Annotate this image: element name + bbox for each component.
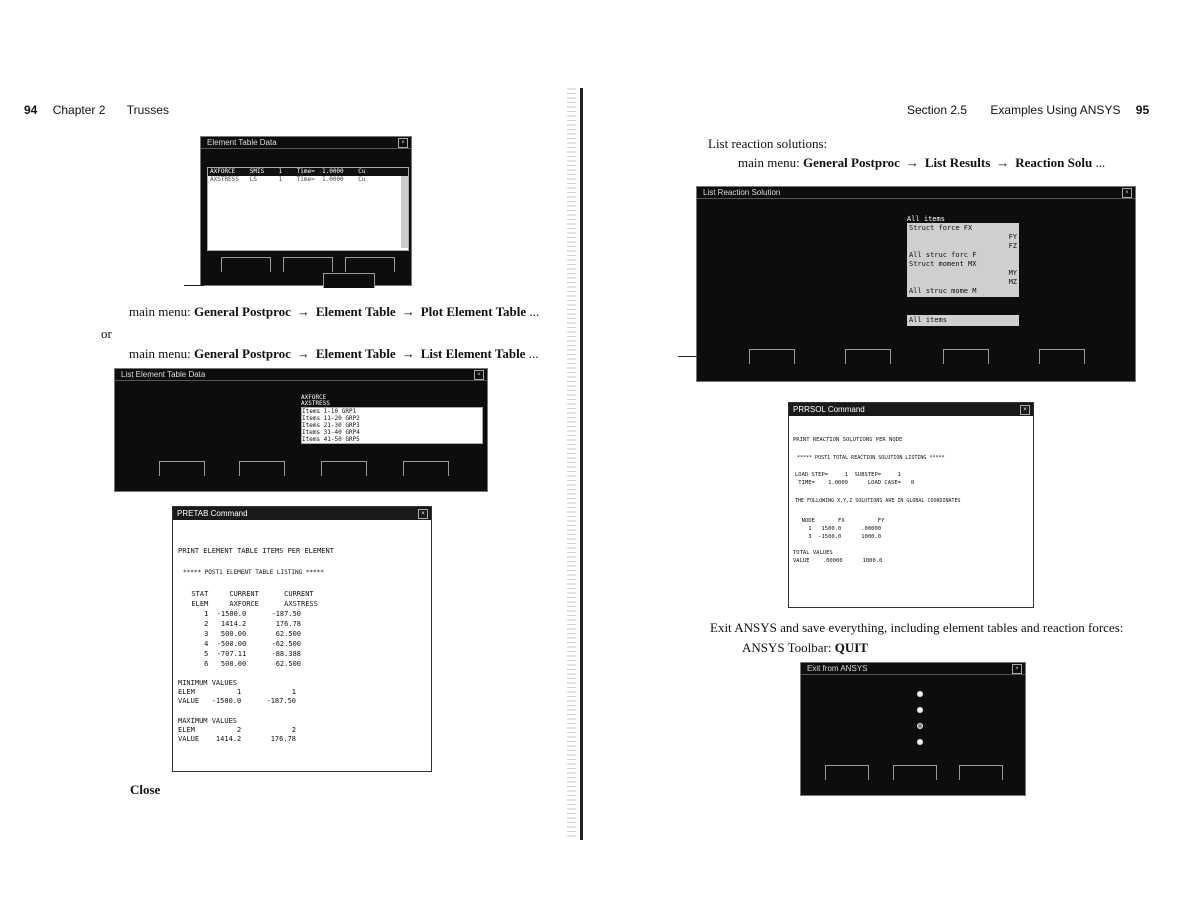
menu-path-list: main menu: General Postproc → Element Table → List Element Table ...	[129, 346, 539, 361]
list-reaction-dialog	[696, 186, 1136, 382]
help-button[interactable]	[323, 273, 375, 288]
prrsol-totals: TOTAL VALUES VALUE .00000 1000.0	[793, 550, 883, 564]
menu-step: Element Table	[315, 304, 396, 319]
item-list[interactable]	[301, 395, 483, 445]
ok-button[interactable]	[159, 461, 205, 476]
pretab-minimum: MINIMUM VALUES ELEM 1 1 VALUE -1500.0 -187.50	[178, 679, 297, 705]
pretab-banner: ***** POST1 ELEMENT TABLE LISTING *****	[183, 569, 324, 576]
prrsol-command-window	[788, 402, 1034, 608]
element-table-row[interactable]: AXSTRESS LS 1 Time= 1.0000 Cu	[210, 176, 366, 183]
section-label: Section 2.5	[907, 103, 968, 117]
table-row: 6 500.00 62.500	[183, 660, 302, 668]
menu-path-reaction: main menu: General Postproc → List Results → Reaction Solu ...	[738, 155, 1106, 170]
ok-button[interactable]	[749, 349, 795, 364]
cancel-button[interactable]	[345, 257, 395, 272]
prrsol-heading: PRINT REACTION SOLUTIONS PER NODE	[793, 437, 903, 443]
dialog-title: List Element Table Data	[121, 370, 206, 379]
table-row: 1 1500.0 .00000	[795, 526, 882, 532]
arrow-icon: →	[401, 346, 415, 361]
help-button[interactable]	[959, 765, 1003, 780]
apply-button[interactable]	[283, 257, 333, 272]
list-item[interactable]: All items	[907, 215, 945, 223]
dialog-title: Element Table Data	[207, 138, 277, 147]
table-row: 1 -1500.0 -187.50	[183, 610, 302, 618]
reaction-intro: List reaction solutions:	[708, 136, 828, 151]
table-row: 4 -500.00 -62.500	[183, 640, 302, 648]
list-item[interactable]: All struc forc F	[909, 251, 977, 259]
window-title: PRETAB Command	[177, 509, 248, 518]
menu-step: Reaction Solu	[1015, 155, 1093, 170]
right-page-header	[907, 103, 1149, 117]
exit-instructions: Exit ANSYS and save everything, including element tables and reaction forces:	[710, 620, 1124, 635]
list-item[interactable]: FY	[1008, 233, 1017, 241]
arrow-icon: →	[401, 304, 415, 319]
help-button[interactable]	[1039, 349, 1085, 364]
leader-line	[678, 356, 700, 357]
list-item[interactable]: Struct force FX	[909, 224, 973, 232]
pretab-table: STAT CURRENT CURRENT ELEM AXFORCE AXSTRESS 1 -1500.0 -187.50 2 1414.2 176.78 3 500.00 62.500 4 -500.00 -62.500 5 -707.11 -88.388 6 500.00 62.500	[183, 590, 318, 668]
arrow-icon: →	[296, 304, 310, 319]
menu-step: Plot Element Table	[420, 304, 527, 319]
selected-item-field[interactable]: All items	[907, 315, 1019, 326]
ok-button[interactable]	[221, 257, 271, 272]
chapter-title: Trusses	[126, 103, 169, 117]
pretab-command-window	[172, 506, 432, 772]
radio-option[interactable]	[917, 739, 923, 745]
element-table-dialog	[200, 136, 412, 286]
radio-option[interactable]	[917, 691, 923, 697]
dialog-title: Exit from ANSYS	[807, 664, 868, 673]
apply-button[interactable]	[845, 349, 891, 364]
or-text: or	[101, 326, 112, 341]
list-item[interactable]: All struc mome M	[909, 287, 977, 295]
close-icon[interactable]: ×	[1122, 188, 1132, 198]
exit-dialog	[800, 662, 1026, 796]
list-item[interactable]: Struct moment MX	[909, 260, 977, 268]
close-icon[interactable]: ×	[418, 509, 428, 519]
left-page-header	[24, 103, 169, 117]
close-icon[interactable]: ×	[474, 370, 484, 380]
element-table-list[interactable]	[207, 167, 409, 251]
ok-button[interactable]	[825, 765, 869, 780]
close-icon[interactable]: ×	[1012, 664, 1022, 674]
table-row: 3 -1500.0 1000.0	[795, 534, 882, 540]
pretab-heading: PRINT ELEMENT TABLE ITEMS PER ELEMENT	[178, 547, 334, 555]
list-element-table-dialog	[114, 368, 488, 492]
cancel-button[interactable]	[321, 461, 367, 476]
arrow-icon: →	[296, 346, 310, 361]
book-gutter	[567, 88, 576, 840]
close-icon[interactable]: ×	[1020, 405, 1030, 415]
pretab-maximum: MAXIMUM VALUES ELEM 2 2 VALUE 1414.2 176.78	[178, 717, 297, 743]
chapter-label: Chapter 2	[52, 103, 106, 117]
scrollbar[interactable]	[401, 176, 408, 248]
menu-path-plot: main menu: General Postproc → Element Table → Plot Element Table ...	[129, 304, 540, 319]
prrsol-table: NODE FX FY 1 1500.0 .00000 3 -1500.0 1000.0	[795, 518, 885, 540]
quit-command: QUIT	[834, 640, 868, 655]
right-page-number: 95	[1135, 103, 1150, 117]
leader-line	[184, 285, 204, 286]
menu-step: Element Table	[315, 346, 396, 361]
toolbar-line: ANSYS Toolbar: QUIT	[742, 640, 868, 655]
apply-button[interactable]	[239, 461, 285, 476]
element-table-row[interactable]: AXFORCE SMIS 1 Time= 1.0000 Cu	[208, 168, 408, 176]
book-spine	[580, 88, 583, 840]
list-item[interactable]: AXSTRESS	[301, 400, 330, 407]
list-item[interactable]: AXFORCE	[301, 394, 327, 401]
list-item[interactable]: FZ	[1008, 242, 1017, 250]
section-title: Examples Using ANSYS	[990, 103, 1121, 117]
list-item[interactable]: Items 11-20 GRP2	[302, 415, 360, 422]
help-button[interactable]	[403, 461, 449, 476]
left-page-number: 94	[24, 103, 38, 117]
dialog-title: List Reaction Solution	[703, 188, 781, 197]
table-row: 3 500.00 62.500	[183, 630, 302, 638]
table-row: 2 1414.2 176.78	[183, 620, 302, 628]
table-row: 5 -707.11 -88.388	[183, 650, 302, 658]
cancel-button[interactable]	[943, 349, 989, 364]
menu-step: List Element Table	[420, 346, 526, 361]
radio-option[interactable]	[917, 707, 923, 713]
prrsol-load-info: LOAD STEP= 1 SUBSTEP= 1 TIME= 1.0000 LOAD CASE= 0	[795, 472, 915, 486]
menu-step: General Postproc	[194, 346, 291, 361]
prrsol-note: THE FOLLOWING X,Y,Z SOLUTIONS ARE IN GLOBAL COORDINATES	[795, 498, 961, 504]
list-item[interactable]: Items 41-50 GRP5	[302, 436, 360, 443]
arrow-icon: →	[996, 155, 1010, 170]
list-item[interactable]: MY	[1008, 269, 1017, 277]
arrow-icon: →	[905, 155, 919, 170]
list-item[interactable]: Items 31-40 GRP4	[302, 429, 360, 436]
menu-step: General Postproc	[803, 155, 900, 170]
menu-step: General Postproc	[194, 304, 291, 319]
list-item[interactable]: MZ	[1008, 278, 1017, 286]
menu-step: List Results	[924, 155, 991, 170]
window-title: PRRSOL Command	[793, 405, 865, 414]
prrsol-banner: ***** POST1 TOTAL REACTION SOLUTION LISTING *****	[797, 455, 945, 461]
radio-option[interactable]	[917, 723, 923, 729]
list-item[interactable]: Items 1-10 GRP1	[302, 408, 357, 415]
close-icon[interactable]: ×	[398, 138, 408, 148]
reaction-item-list[interactable]	[907, 215, 1019, 305]
cancel-button[interactable]	[893, 765, 937, 780]
close-label: Close	[130, 782, 161, 797]
list-item[interactable]: Items 21-30 GRP3	[302, 422, 360, 429]
